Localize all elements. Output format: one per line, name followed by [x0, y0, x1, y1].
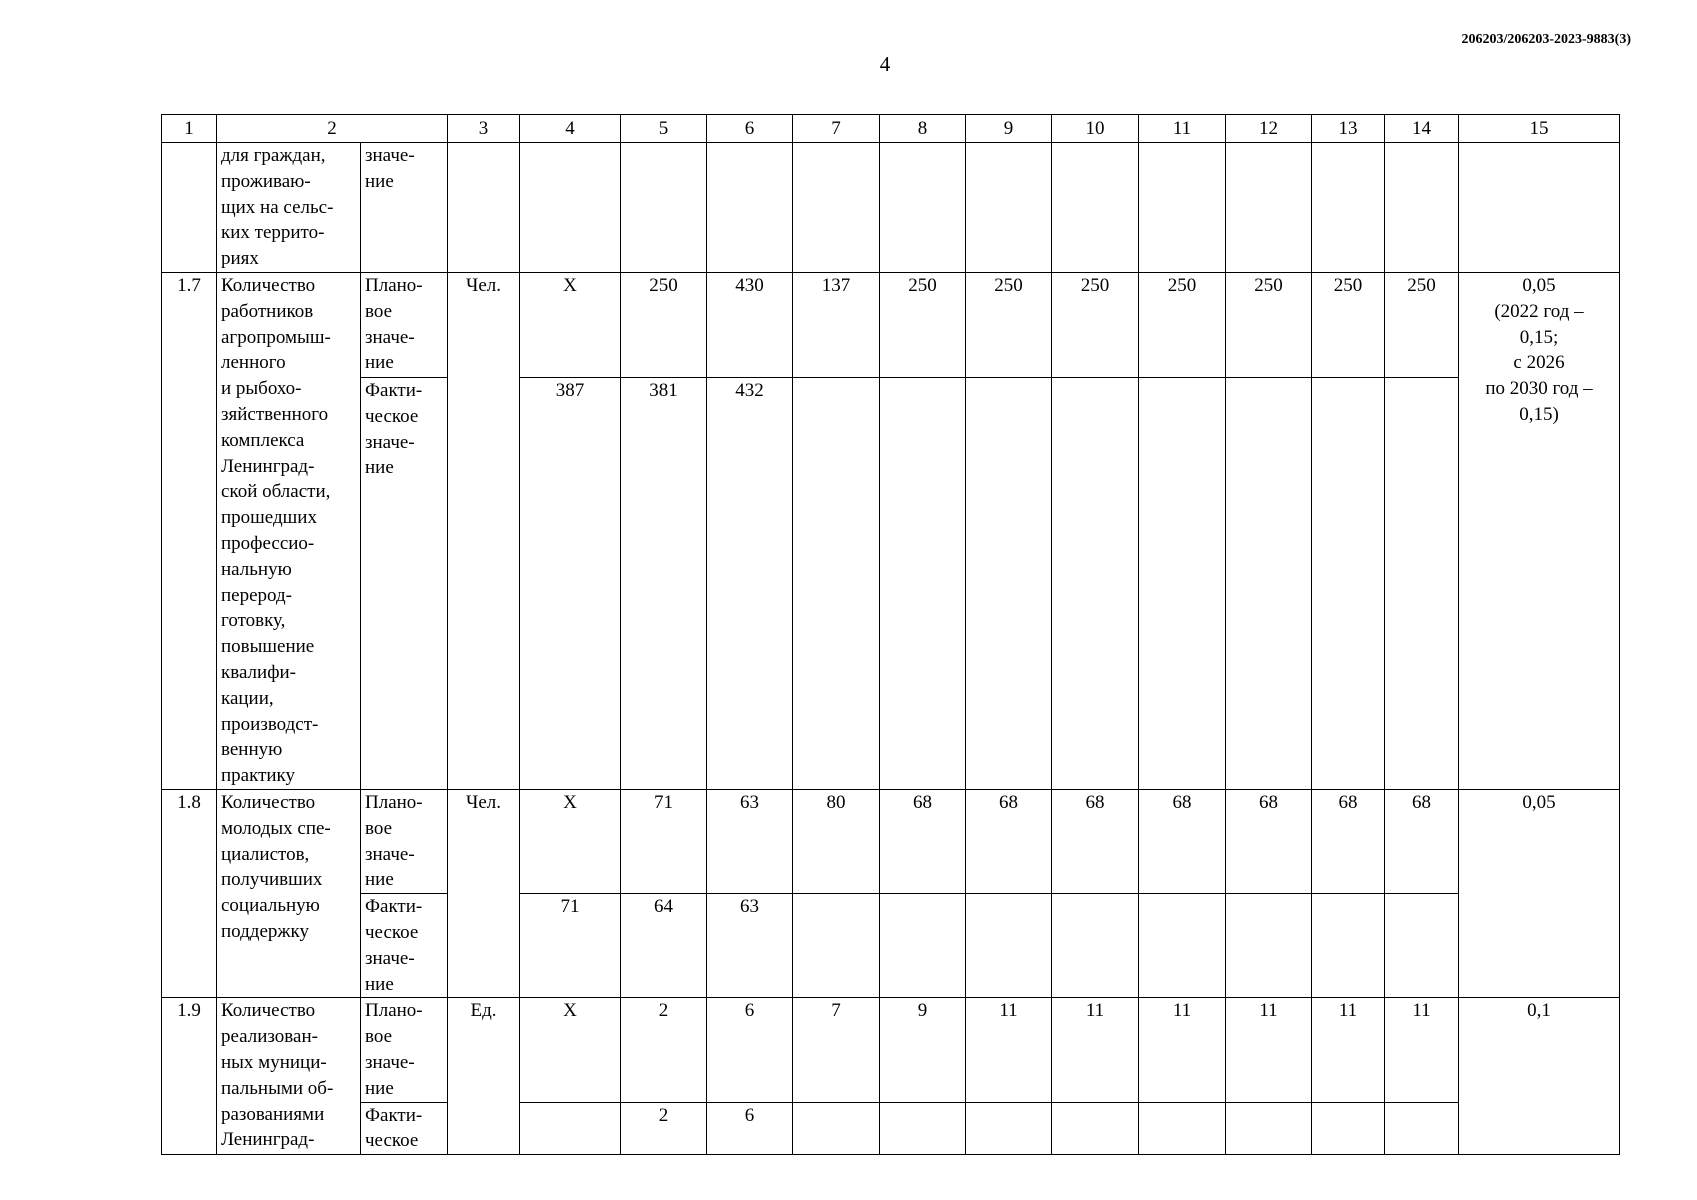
fact-value-cell: [520, 1102, 621, 1155]
fact-value-cell: [1052, 894, 1139, 998]
col-header-14: 14: [1385, 115, 1459, 143]
indicator-name: Количество молодых спе- циалистов, получивших социальную поддержку: [217, 789, 361, 997]
fact-value-cell: 387: [520, 377, 621, 789]
plan-value-cell: 250: [880, 273, 966, 378]
fact-value-cell: [793, 1102, 880, 1155]
plan-value-label: Плано- вое значе- ние: [361, 789, 448, 893]
fact-value-cell: [1312, 894, 1385, 998]
plan-value-cell: 2: [621, 998, 707, 1102]
fact-value-cell: [1139, 377, 1226, 789]
plan-value-cell: 11: [1226, 998, 1312, 1102]
fact-value-cell: 63: [707, 894, 793, 998]
plan-value-cell: 11: [1052, 998, 1139, 1102]
fact-value-cell: [1052, 377, 1139, 789]
plan-value-label: Плано- вое значе- ние: [361, 998, 448, 1102]
continuation-name: для граждан, проживаю- щих на сельс- ких террито- риях: [217, 143, 361, 273]
fact-value-cell: 2: [621, 1102, 707, 1155]
indicator-fact-row: [162, 894, 1620, 998]
continuation-row: [162, 143, 1620, 273]
continuation-type: значе- ние: [361, 143, 448, 273]
fact-value-label: Факти- ческое значе- ние: [361, 894, 448, 998]
plan-value-cell: 11: [1139, 998, 1226, 1102]
plan-value-cell: X: [520, 273, 621, 378]
plan-value-cell: 11: [1385, 998, 1459, 1102]
col-header-9: 9: [966, 115, 1052, 143]
fact-value-cell: [966, 377, 1052, 789]
fact-value-cell: [966, 894, 1052, 998]
empty-cell: [520, 143, 621, 273]
indicators-table: [161, 114, 1620, 1155]
indicator-name: Количество реализован- ных муници- пальными об- разованиями Ленинград-: [217, 998, 361, 1155]
plan-value-cell: X: [520, 998, 621, 1102]
indicator-fact-row: [162, 377, 1620, 789]
plan-value-cell: 71: [621, 789, 707, 893]
plan-value-cell: 250: [1139, 273, 1226, 378]
fact-value-cell: [1226, 1102, 1312, 1155]
col-header-2: 2: [217, 115, 448, 143]
fact-value-cell: 71: [520, 894, 621, 998]
plan-value-cell: 250: [621, 273, 707, 378]
fact-value-cell: 381: [621, 377, 707, 789]
empty-cell: [793, 143, 880, 273]
plan-value-cell: X: [520, 789, 621, 893]
fact-value-cell: [1139, 894, 1226, 998]
plan-value-cell: 68: [1139, 789, 1226, 893]
empty-cell: [1385, 143, 1459, 273]
plan-value-cell: 250: [1052, 273, 1139, 378]
empty-cell: [966, 143, 1052, 273]
plan-value-cell: 68: [966, 789, 1052, 893]
plan-value-cell: 7: [793, 998, 880, 1102]
fact-value-cell: [966, 1102, 1052, 1155]
plan-value-cell: 68: [1385, 789, 1459, 893]
fact-value-cell: 6: [707, 1102, 793, 1155]
col-header-1: 1: [162, 115, 217, 143]
plan-value-cell: 11: [1312, 998, 1385, 1102]
plan-value-cell: 68: [1226, 789, 1312, 893]
indicator-number: 1.7: [162, 273, 217, 790]
empty-cell: [707, 143, 793, 273]
empty-cell: [1139, 143, 1226, 273]
indicator-unit: Чел.: [448, 789, 520, 997]
plan-value-cell: 250: [1226, 273, 1312, 378]
plan-value-cell: 6: [707, 998, 793, 1102]
fact-value-cell: [1312, 377, 1385, 789]
fact-value-cell: [1385, 894, 1459, 998]
indicator-number: 1.8: [162, 789, 217, 997]
empty-cell: [1052, 143, 1139, 273]
indicator-weight: 0,05 (2022 год – 0,15; с 2026 по 2030 год – 0,15): [1459, 273, 1620, 790]
plan-value-cell: 11: [966, 998, 1052, 1102]
fact-value-cell: [1052, 1102, 1139, 1155]
col-header-15: 15: [1459, 115, 1620, 143]
col-header-7: 7: [793, 115, 880, 143]
indicator-plan-row: [162, 789, 1620, 893]
fact-value-cell: [793, 894, 880, 998]
empty-cell: [1459, 143, 1620, 273]
indicator-plan-row: [162, 273, 1620, 378]
fact-value-label: Факти- ческое значе- ние: [361, 377, 448, 789]
fact-value-cell: [880, 894, 966, 998]
fact-value-cell: [1226, 377, 1312, 789]
plan-value-cell: 80: [793, 789, 880, 893]
indicator-fact-row: [162, 1102, 1620, 1155]
col-header-5: 5: [621, 115, 707, 143]
fact-value-cell: [1226, 894, 1312, 998]
fact-value-cell: [1312, 1102, 1385, 1155]
indicator-plan-row: [162, 998, 1620, 1102]
plan-value-cell: 68: [1312, 789, 1385, 893]
col-header-13: 13: [1312, 115, 1385, 143]
empty-cell: [1312, 143, 1385, 273]
plan-value-cell: 250: [1312, 273, 1385, 378]
fact-value-cell: [880, 1102, 966, 1155]
col-header-6: 6: [707, 115, 793, 143]
fact-value-cell: 64: [621, 894, 707, 998]
plan-value-cell: 430: [707, 273, 793, 378]
indicator-name: Количество работников агропромыш- ленного и рыбохо- зяйственного комплекса Ленинград- ской области, прошедших профессио- нальную переpод- готовку, повышение квалифи- кации, производст- венную практику: [217, 273, 361, 790]
indicator-number: 1.9: [162, 998, 217, 1155]
page-number: 4: [879, 52, 891, 76]
col-header-11: 11: [1139, 115, 1226, 143]
plan-value-cell: 250: [1385, 273, 1459, 378]
plan-value-cell: 68: [880, 789, 966, 893]
fact-value-cell: [793, 377, 880, 789]
plan-value-cell: 9: [880, 998, 966, 1102]
col-header-10: 10: [1052, 115, 1139, 143]
empty-cell: [1226, 143, 1312, 273]
indicator-weight: 0,1: [1459, 998, 1620, 1155]
col-header-12: 12: [1226, 115, 1312, 143]
fact-value-cell: [1385, 377, 1459, 789]
continuation-num: [162, 143, 217, 273]
col-header-4: 4: [520, 115, 621, 143]
indicator-weight: 0,05: [1459, 789, 1620, 997]
fact-value-label: Факти- ческое: [361, 1102, 448, 1155]
plan-value-cell: 68: [1052, 789, 1139, 893]
plan-value-cell: 63: [707, 789, 793, 893]
fact-value-cell: 432: [707, 377, 793, 789]
indicator-unit: Чел.: [448, 273, 520, 790]
empty-cell: [621, 143, 707, 273]
plan-value-cell: 137: [793, 273, 880, 378]
col-header-3: 3: [448, 115, 520, 143]
plan-value-cell: 250: [966, 273, 1052, 378]
empty-cell: [880, 143, 966, 273]
fact-value-cell: [1385, 1102, 1459, 1155]
empty-cell: [448, 143, 520, 273]
indicator-unit: Ед.: [448, 998, 520, 1155]
col-header-8: 8: [880, 115, 966, 143]
document-id: 206203/206203-2023-9883(3): [1461, 32, 1631, 47]
column-number-row: [162, 115, 1620, 143]
fact-value-cell: [880, 377, 966, 789]
fact-value-cell: [1139, 1102, 1226, 1155]
plan-value-label: Плано- вое значе- ние: [361, 273, 448, 378]
